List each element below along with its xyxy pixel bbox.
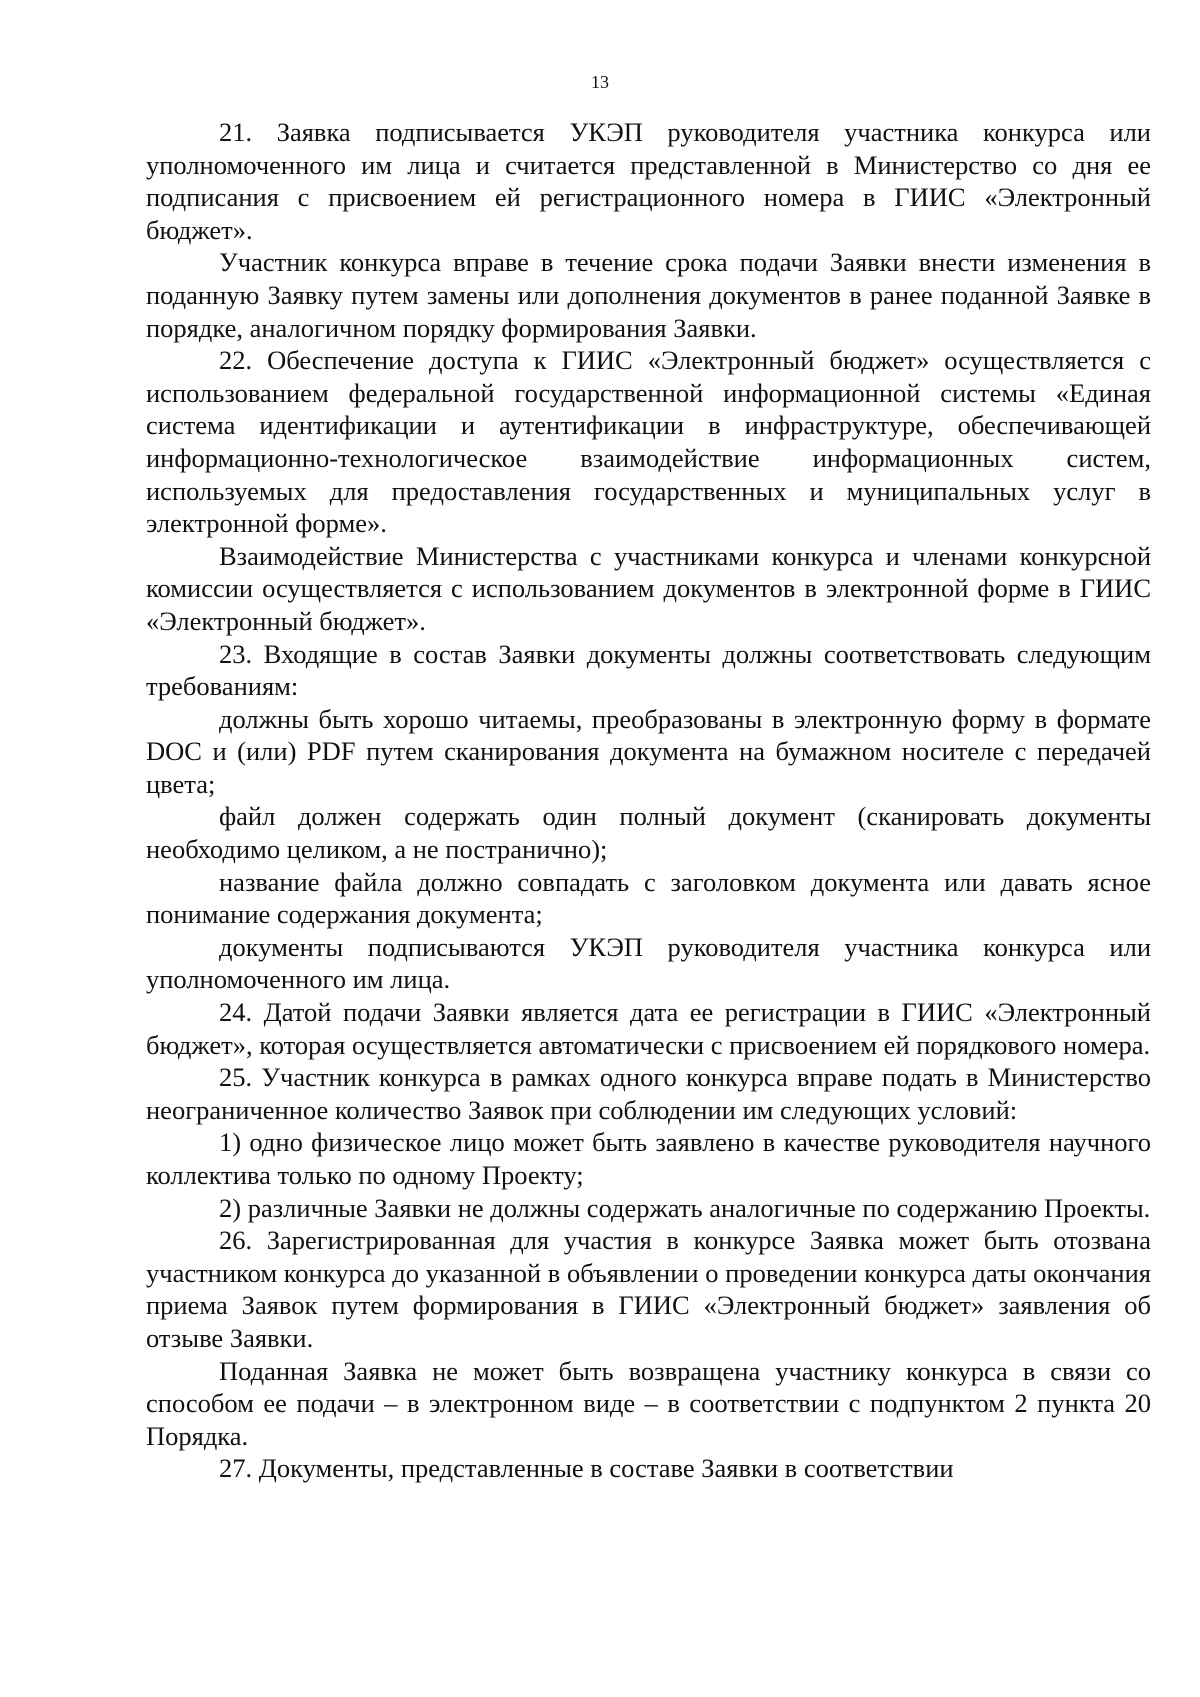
- paragraph-27: 27. Документы, представленные в составе Заявки в соответствии: [219, 1453, 954, 1484]
- paragraph-21-amendments: Участник конкурса вправе в течение срока подачи Заявки внести изменения в поданную Заявку путем замены или дополнения документов в ранее поданной Заявке в порядке, аналогичном порядку формирования Заявки.: [146, 247, 1151, 343]
- paragraph-23-requirement-signature: документы подписываются УКЭП руководителя участника конкурса или уполномоченного им лица.: [146, 931, 1151, 995]
- paragraph-26-no-return: Поданная Заявка не может быть возвращена участнику конкурса в связи со способом ее подачи – в электронном виде – в соответствии с подпунктом 2 пункта 20 Порядка.: [146, 1355, 1151, 1451]
- paragraph-22-interaction: Взаимодействие Министерства с участниками конкурса и членами конкурсной комиссии осуществляется с использованием документов в электронной форме в ГИИС «Электронный бюджет».: [146, 540, 1151, 636]
- paragraph-22: 22. Обеспечение доступа к ГИИС «Электронный бюджет» осуществляется с использованием федеральной государственной информационной системы «Единая система идентификации и аутентификации в инфраструктуре, обеспечивающей информационно-технологическое взаимодействие информационных систем, используемых для предоставления государственных и муниципальных услуг в электронной форме».: [146, 345, 1151, 539]
- paragraph-21: 21. Заявка подписывается УКЭП руководителя участника конкурса или уполномоченного им лица и считается представленной в Министерство со дня ее подписания с присвоением ей регистрационного номера в ГИИС «Электронный бюджет».: [146, 117, 1151, 245]
- paragraph-25-condition-2: 2) различные Заявки не должны содержать аналогичные по содержанию Проекты.: [219, 1192, 1151, 1223]
- paragraph-26: 26. Зарегистрированная для участия в конкурсе Заявка может быть отозвана участником конкурса до указанной в объявлении о проведении конкурса даты окончания приема Заявок путем формирования в ГИИС «Электронный бюджет» заявления об отзыве Заявки.: [146, 1225, 1151, 1353]
- paragraph-23-requirement-file-name: название файла должно совпадать с заголовком документа или давать ясное понимание содержания документа;: [146, 866, 1151, 930]
- paragraph-25-condition-1: 1) одно физическое лицо может быть заявлено в качестве руководителя научного коллектива только по одному Проекту;: [146, 1127, 1151, 1190]
- paragraph-23-requirement-readable: должны быть хорошо читаемы, преобразованы в электронную форму в формате DOC и (или) PDF путем сканирования документа на бумажном носителе с передачей цвета;: [146, 703, 1151, 799]
- document-body: [146, 116, 1151, 1485]
- page-number: 13: [591, 72, 609, 92]
- paragraph-24: 24. Датой подачи Заявки является дата ее регистрации в ГИИС «Электронный бюджет», которая осуществляется автоматически с присвоением ей порядкового номера.: [146, 997, 1151, 1060]
- paragraph-23: 23. Входящие в состав Заявки документы должны соответствовать следующим требованиям:: [146, 638, 1151, 702]
- paragraph-25: 25. Участник конкурса в рамках одного конкурса вправе подать в Министерство неограниченное количество Заявок при соблюдении им следующих условий:: [146, 1062, 1151, 1125]
- paragraph-23-requirement-single-file: файл должен содержать один полный документ (сканировать документы необходимо целиком, а не постранично);: [146, 801, 1151, 865]
